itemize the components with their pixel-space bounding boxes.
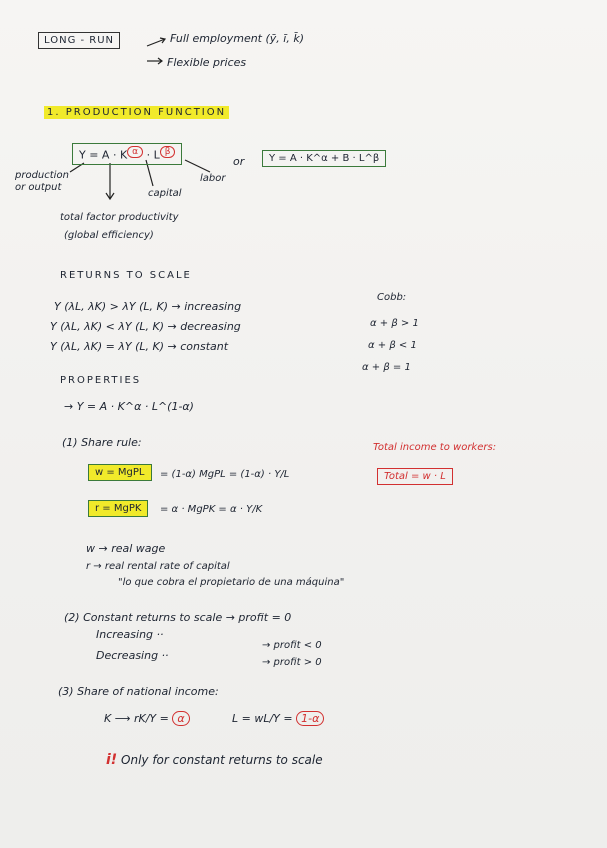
label-production: production	[15, 170, 69, 181]
w-definition: w → real wage	[86, 542, 166, 555]
returns-decreasing: Y (λL, λK) < λY (L, K) → decreasing	[50, 320, 241, 333]
w-mgpl-box: w = MgPL	[88, 464, 152, 481]
alpha-share: α	[172, 711, 189, 726]
formula-main: Y = A · K	[79, 148, 128, 162]
returns-increasing: Y (λL, λK) > λY (L, K) → increasing	[54, 300, 242, 313]
label-output: or output	[15, 182, 62, 193]
increasing-label: Increasing ··	[96, 628, 164, 641]
label-tfp: total factor productivity	[60, 212, 179, 223]
formula-labor: · L	[146, 148, 160, 162]
cobb-constant: α + β = 1	[362, 362, 411, 373]
national-income-title: (3) Share of national income:	[58, 685, 219, 698]
total-income-box: Total = w · L	[377, 468, 453, 485]
label-capital: capital	[148, 188, 182, 199]
label-global-efficiency: (global efficiency)	[64, 230, 154, 241]
properties-title: PROPERTIES	[60, 375, 142, 386]
flexible-prices-note: Flexible prices	[167, 56, 247, 69]
cobb-increasing: α + β > 1	[370, 318, 419, 329]
returns-constant: Y (λL, λK) = λY (L, K) → constant	[50, 340, 229, 353]
w-formula-rest: = (1-α) MgPL = (1-α) · Y/L	[160, 469, 290, 480]
capital-share-text: K ⟶ rK/Y =	[104, 712, 173, 725]
cobb-decreasing: α + β < 1	[368, 340, 417, 351]
label-labor: labor	[200, 173, 226, 184]
r-formula-rest: = α · MgPK = α · Y/K	[160, 504, 263, 515]
production-function-box	[72, 143, 182, 165]
constant-returns-title: (2) Constant returns to scale → profit = 0	[64, 611, 292, 624]
cobb-label: Cobb:	[377, 292, 407, 303]
spanish-quote: "lo que cobra el propietario de una máquina"	[118, 577, 345, 588]
alpha-exponent: α	[127, 146, 143, 158]
properties-formula: → Y = A · K^α · L^(1-α)	[64, 400, 194, 413]
capital-share-formula	[104, 712, 190, 725]
r-definition: r → real rental rate of capital	[86, 561, 230, 572]
warning-text: Only for constant returns to scale	[121, 753, 323, 767]
total-income-workers-label: Total income to workers:	[373, 442, 497, 453]
or-text: or	[233, 155, 245, 168]
share-rule-title: (1) Share rule:	[62, 436, 142, 449]
section-title-production-function: 1. PRODUCTION FUNCTION	[44, 106, 229, 119]
r-mgpk-box: r = MgPK	[88, 500, 148, 517]
warning-icon: i!	[106, 752, 118, 768]
full-employment-note: Full employment (ȳ, ī, k̄)	[170, 32, 304, 45]
long-run-box: LONG - RUN	[38, 32, 120, 49]
one-minus-alpha-share: 1-α	[296, 711, 324, 726]
alternative-formula-box: Y = A · K^α + B · L^β	[262, 150, 386, 167]
decreasing-result: → profit > 0	[262, 657, 322, 668]
returns-to-scale-title: RETURNS TO SCALE	[60, 270, 192, 281]
labor-share-text: L = wL/Y =	[232, 712, 297, 725]
beta-exponent: β	[160, 146, 176, 158]
warning-note	[106, 752, 323, 768]
decreasing-label: Decreasing ··	[96, 649, 169, 662]
increasing-result: → profit < 0	[262, 640, 322, 651]
labor-share-formula	[232, 712, 324, 725]
